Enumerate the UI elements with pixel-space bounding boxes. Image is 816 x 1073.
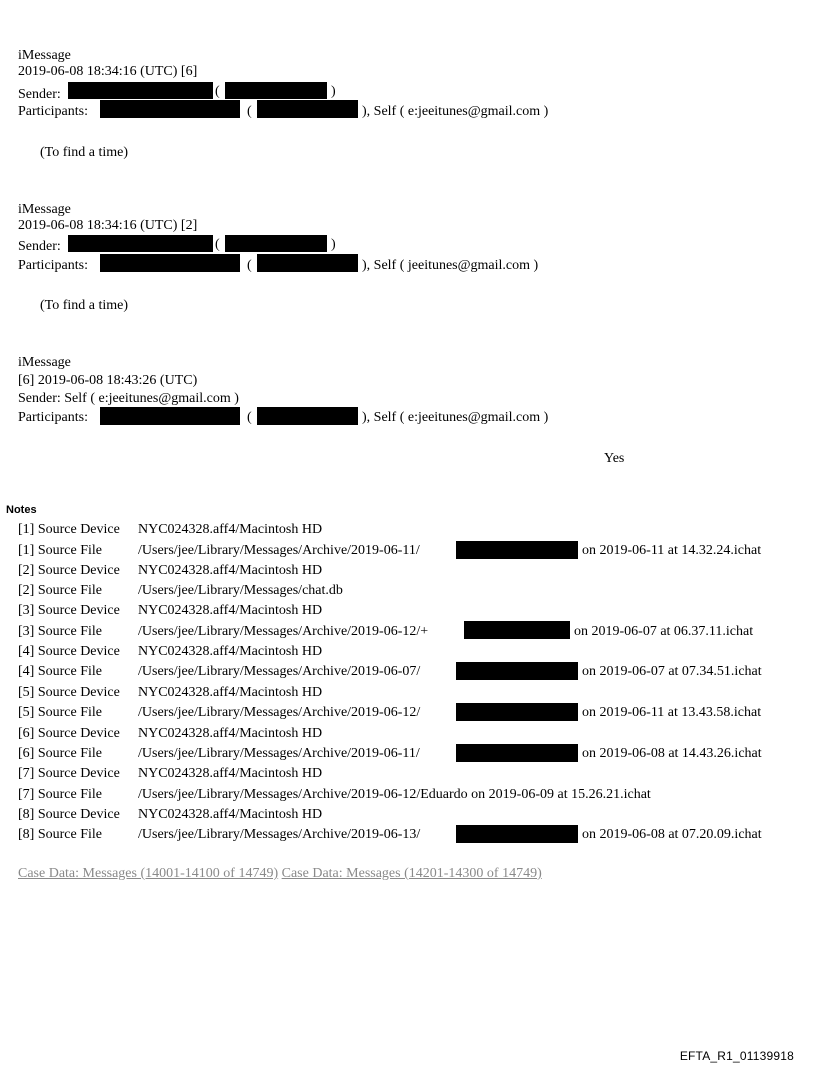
note-tag: [4] Source File <box>18 664 102 679</box>
note-text: /Users/jee/Library/Messages/Archive/2019-06-13/ <box>138 827 421 842</box>
note-line <box>18 726 322 742</box>
participants-paren-open: ( <box>247 258 252 273</box>
note-suffix: on 2019-06-08 at 07.20.09.ichat <box>582 827 762 842</box>
message-timestamp: [6] 2019-06-08 18:43:26 (UTC) <box>18 373 198 388</box>
redaction-block <box>100 407 240 425</box>
note-tag: [3] Source Device <box>18 603 120 618</box>
note-line <box>18 583 343 599</box>
note-line <box>18 664 420 680</box>
note-suffix: on 2019-06-07 at 06.37.11.ichat <box>574 624 754 639</box>
notes-title: Notes <box>6 504 37 516</box>
note-tag: [6] Source Device <box>18 726 120 741</box>
note-line <box>18 644 322 660</box>
redaction-block <box>225 82 327 99</box>
note-text: NYC024328.aff4/Macintosh HD <box>138 563 323 578</box>
redaction-block <box>100 100 240 118</box>
redaction-block <box>68 82 213 99</box>
sender-paren-close: ) <box>331 237 336 252</box>
note-line <box>18 563 322 579</box>
participants-self: ), Self ( jeeitunes@gmail.com ) <box>362 258 539 273</box>
note-tag: [3] Source File <box>18 624 102 639</box>
note-line <box>18 766 322 782</box>
participants-self: ), Self ( e:jeeitunes@gmail.com ) <box>362 104 549 119</box>
note-tag: [6] Source File <box>18 746 102 761</box>
redaction-block <box>100 254 240 272</box>
sender-label: Sender: <box>18 239 61 254</box>
note-suffix: on 2019-06-08 at 14.43.26.ichat <box>582 746 762 761</box>
prev-page-link[interactable]: Case Data: Messages (14001-14100 of 14749) <box>18 866 279 881</box>
message-body: Yes <box>604 451 625 466</box>
next-page-link[interactable]: Case Data: Messages (14201-14300 of 14749) <box>281 866 542 881</box>
redaction-block <box>456 541 578 559</box>
message-timestamp: 2019-06-08 18:34:16 (UTC) [2] <box>18 218 198 233</box>
note-text: /Users/jee/Library/Messages/Archive/2019-06-11/ <box>138 543 420 558</box>
note-text: /Users/jee/Library/Messages/Archive/2019-06-07/ <box>138 664 421 679</box>
note-text: /Users/jee/Library/Messages/Archive/2019-06-12/+ <box>138 624 429 639</box>
note-tag: [7] Source File <box>18 787 102 802</box>
note-line <box>18 807 322 823</box>
message-body: (To find a time) <box>40 298 129 313</box>
sender-paren-open: ( <box>215 84 220 99</box>
note-text: NYC024328.aff4/Macintosh HD <box>138 807 323 822</box>
note-line <box>18 522 322 538</box>
participants-paren-open: ( <box>247 104 252 119</box>
sender-paren-open: ( <box>215 237 220 252</box>
note-suffix: on 2019-06-11 at 14.32.24.ichat <box>582 543 762 558</box>
note-suffix: on 2019-06-07 at 07.34.51.ichat <box>582 664 762 679</box>
note-line <box>18 746 420 762</box>
message-service: iMessage <box>18 202 71 217</box>
note-line <box>18 603 322 619</box>
participants-self: ), Self ( e:jeeitunes@gmail.com ) <box>362 410 549 425</box>
redaction-block <box>464 621 570 639</box>
message-body: (To find a time) <box>40 145 129 160</box>
redaction-block <box>257 407 358 425</box>
note-text: NYC024328.aff4/Macintosh HD <box>138 522 323 537</box>
redaction-block <box>68 235 213 252</box>
message-timestamp: 2019-06-08 18:34:16 (UTC) [6] <box>18 64 198 79</box>
note-line <box>18 827 420 843</box>
note-text: NYC024328.aff4/Macintosh HD <box>138 685 323 700</box>
note-line <box>18 624 428 640</box>
note-tag: [1] Source Device <box>18 522 120 537</box>
sender-paren-close: ) <box>331 84 336 99</box>
redaction-block <box>257 254 358 272</box>
note-tag: [1] Source File <box>18 543 102 558</box>
note-tag: [2] Source Device <box>18 563 120 578</box>
note-tag: [5] Source File <box>18 705 102 720</box>
note-suffix: on 2019-06-11 at 13.43.58.ichat <box>582 705 762 720</box>
note-line <box>18 685 322 701</box>
participants-label: Participants: <box>18 104 88 119</box>
message-service: iMessage <box>18 48 71 63</box>
participants-label: Participants: <box>18 258 88 273</box>
redaction-block <box>456 662 578 680</box>
note-tag: [4] Source Device <box>18 644 120 659</box>
redaction-block <box>225 235 327 252</box>
participants-label: Participants: <box>18 410 88 425</box>
note-text: /Users/jee/Library/Messages/Archive/2019-06-12/ <box>138 705 421 720</box>
note-tag: [7] Source Device <box>18 766 120 781</box>
redaction-block <box>456 825 578 843</box>
note-text: NYC024328.aff4/Macintosh HD <box>138 726 323 741</box>
note-text: /Users/jee/Library/Messages/Archive/2019-06-11/ <box>138 746 420 761</box>
note-tag: [8] Source Device <box>18 807 120 822</box>
message-service: iMessage <box>18 355 71 370</box>
redaction-block <box>456 703 578 721</box>
note-line <box>18 787 651 803</box>
note-text: NYC024328.aff4/Macintosh HD <box>138 644 323 659</box>
note-tag: [2] Source File <box>18 583 102 598</box>
note-text: NYC024328.aff4/Macintosh HD <box>138 603 323 618</box>
note-tag: [5] Source Device <box>18 685 120 700</box>
note-line <box>18 543 420 559</box>
participants-paren-open: ( <box>247 410 252 425</box>
document-id: EFTA_R1_01139918 <box>679 1049 794 1063</box>
note-text: /Users/jee/Library/Messages/Archive/2019-06-12/Eduardo on 2019-06-09 at 15.26.21.ichat <box>138 787 651 802</box>
note-text: /Users/jee/Library/Messages/chat.db <box>138 583 343 598</box>
pagination-links <box>18 866 542 882</box>
sender-label: Sender: <box>18 87 61 102</box>
redaction-block <box>257 100 358 118</box>
note-line <box>18 705 420 721</box>
redaction-block <box>456 744 578 762</box>
sender-self: Sender: Self ( e:jeeitunes@gmail.com ) <box>18 391 239 406</box>
note-text: NYC024328.aff4/Macintosh HD <box>138 766 323 781</box>
note-tag: [8] Source File <box>18 827 102 842</box>
